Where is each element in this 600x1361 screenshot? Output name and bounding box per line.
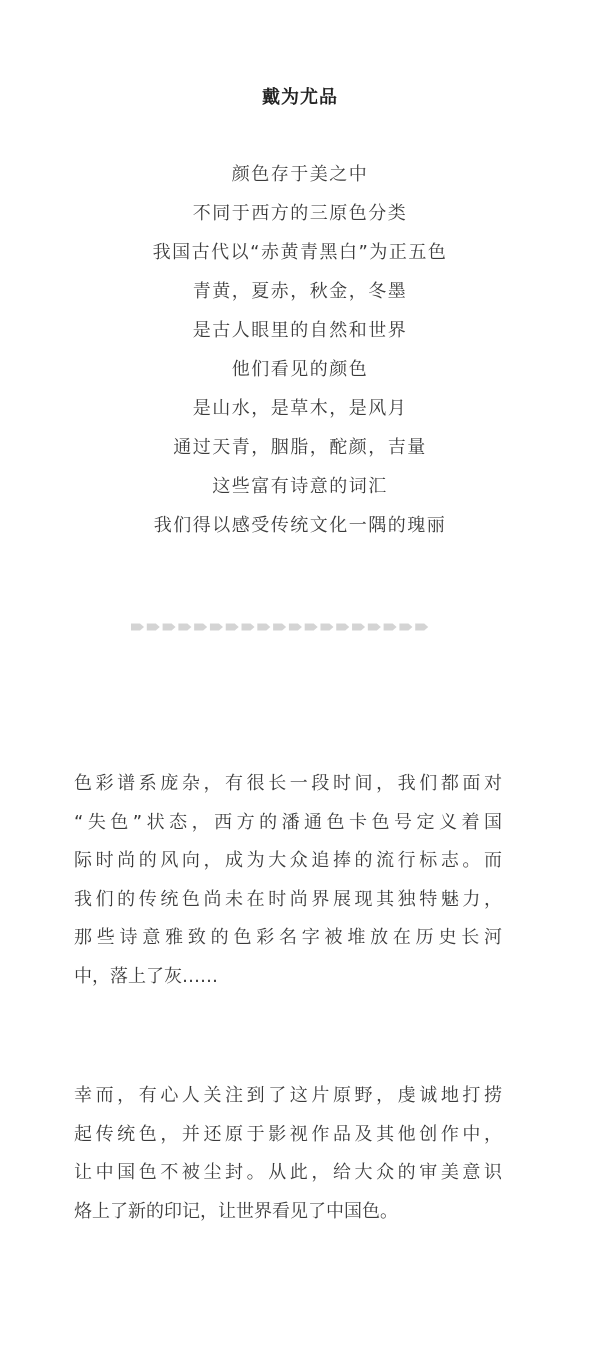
divider-arrow-icon	[289, 624, 302, 631]
poem-line: 颜色存于美之中	[231, 164, 369, 185]
poem-line: 青黄，夏赤，秋金，冬墨	[192, 281, 408, 302]
paragraph-line: 幸而，有心人关注到了这片原野，虔诚地打捞	[74, 1085, 502, 1106]
divider-arrow-icon	[368, 624, 381, 631]
arrow-divider	[130, 622, 430, 632]
poem-line: 通过天青，胭脂，酡颜，吉量	[173, 437, 427, 458]
paragraph-line: 那些诗意雅致的色彩名字被堆放在历史长河	[74, 927, 502, 948]
divider-arrow-icon	[305, 624, 318, 631]
paragraph-line: 烙上了新的印记，让世界看见了中国色。	[74, 1200, 398, 1222]
article-title: 戴为尤品	[262, 87, 338, 108]
divider-arrow-icon	[352, 624, 365, 631]
poem-line: 不同于西方的三原色分类	[192, 203, 408, 224]
divider-arrow-icon	[147, 624, 160, 631]
body-paragraph-2	[74, 1077, 502, 1231]
poem-line: 我国古代以“赤黄青黑白”为正五色	[152, 242, 448, 263]
paragraph-line: 际时尚的风向，成为大众追捧的流行标志。而	[74, 850, 502, 871]
poem-block	[0, 155, 600, 545]
paragraph-line: 让中国色不被尘封。从此，给大众的审美意识	[74, 1162, 502, 1183]
paragraph-line: 我们的传统色尚未在时尚界展现其独特魅力，	[74, 888, 502, 910]
poem-line: 我们得以感受传统文化一隅的瑰丽	[153, 515, 447, 536]
arrow-divider-graphic	[130, 622, 430, 632]
divider-arrow-icon	[178, 624, 191, 631]
divider-arrow-icon	[163, 624, 176, 631]
divider-arrow-icon	[273, 624, 286, 631]
paragraph-line: 起传统色，并还原于影视作品及其他创作中，	[74, 1123, 502, 1145]
divider-arrow-icon	[226, 624, 239, 631]
paragraph-line: 色彩谱系庞杂，有很长一段时间，我们都面对	[74, 773, 502, 794]
divider-arrow-icon	[210, 624, 223, 631]
divider-arrow-icon	[336, 624, 349, 631]
poem-line: 这些富有诗意的词汇	[212, 476, 388, 497]
divider-arrow-icon	[194, 624, 207, 631]
divider-arrow-icon	[415, 624, 428, 631]
divider-arrow-icon	[399, 624, 412, 631]
divider-arrow-icon	[257, 624, 270, 631]
divider-arrow-icon	[320, 624, 333, 631]
poem-line: 是古人眼里的自然和世界	[192, 320, 408, 341]
divider-arrow-icon	[131, 624, 144, 631]
paragraph-line: “失色”状态，西方的潘通色卡色号定义着国	[74, 811, 502, 833]
paragraph-line: 中，落上了灰……	[74, 965, 218, 987]
body-paragraph-1	[74, 765, 502, 996]
divider-arrow-icon	[242, 624, 255, 631]
poem-line: 他们看见的颜色	[231, 359, 369, 380]
divider-arrow-icon	[384, 624, 397, 631]
poem-line: 是山水，是草木，是风月	[192, 398, 408, 419]
